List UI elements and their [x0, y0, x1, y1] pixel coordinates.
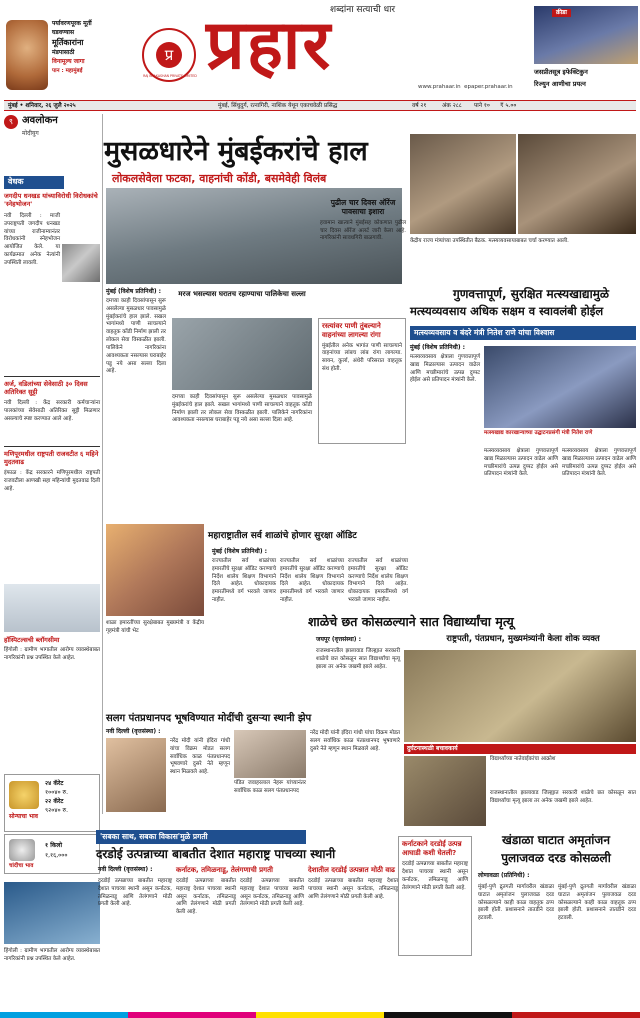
school-photo-2 — [404, 756, 486, 826]
sidebar-logo — [4, 114, 100, 132]
fisheries-body-3: मत्स्यव्यवसाय क्षेत्राला गुणवत्तापूर्ण खाद्य मिळाल्यास उत्पादन वाढेल आणि मच्छीमारांचे उत्पन्न दुप्पट होईल असे प्रतिपादन मंत्र्यांनी केले. — [562, 448, 636, 478]
gold-icon — [9, 781, 39, 809]
water-box — [318, 318, 406, 444]
gdp-sub2: देशातील दरडोई उत्पन्नात मोठी वाढ — [308, 866, 395, 874]
modi-byline: नवी दिल्ली (वृत्तसंस्था) : — [106, 728, 161, 735]
ad-right-image — [534, 6, 638, 64]
water-title: रस्त्यांवर पाणी तुंबल्याने वाहनांच्या लागल्या रांगा — [322, 322, 381, 339]
ad-left-line6: पान : महामुंबई — [52, 68, 83, 75]
meeting-photo-1 — [410, 134, 516, 234]
sidebar-item-body: नवी दिल्ली : केंद्र सरकारी कर्मचाऱ्यांना पालकांच्या सेवेसाठी अतिरिक्त सुट्टी मिळणार असल्याचे स्पष्ट करण्यात आले आहे. — [4, 399, 100, 422]
audit-headline: महाराष्ट्रातील सर्व शाळांचे होणार सुरक्षा ऑडिट — [208, 531, 357, 541]
sidebar-item-title: मणिपूरमधील राष्ट्रपती राजवटीत ६ महिने मुदतवाढ — [4, 450, 99, 467]
lead-sub: लोकलसेवेला फटका, वाहनांची कोंडी, बसमेवेही विलंब — [112, 172, 327, 185]
gdp-question: कर्नाटकाने दरडोई उत्पन्न आघाडी कशी घेतली? — [402, 840, 462, 858]
sidebar-item-body: नवी दिल्ली : माजी उपराष्ट्रपती जगदीप धनखड यांच्या राजीनाम्यानंतर विरोधकांनी स्नेहभोजन आयोजित केले. या कार्यक्रमात अनेक नेत्यांनी उपस्थिती लावली. — [4, 212, 60, 266]
khandala-body: मुंबई-पुणे द्रुतगती मार्गावरील खंडाळा घाटात अमृतांजन पुलाजवळ दरड कोसळल्याने काही काळ वाहतूक ठप्प झाली होती. प्रशासनाने तातडीने दरड हटवली. — [478, 884, 554, 922]
school-caption-1: दुर्घटनास्थळी बचावकार्य — [404, 744, 636, 754]
sidebar-item-title: हॉस्पिटल्सची ब्लॉगसीमा — [4, 636, 60, 644]
audit-body: राज्यातील सर्व शाळांच्या इमारतींचे सुरक्षा ऑडिट करण्याचे निर्देश शालेय शिक्षण विभागाने दिले आहेत. धोकादायक इमारतींमध्ये वर्ग भरवले जाणार नाहीत. — [212, 558, 276, 604]
lead-body: दमच्या काही दिवसांपासून सुरू असलेल्या मुसळधार पावसामुळे मुंबईकरांचे हाल झाले. सखल भागांमध्ये पाणी साचल्याने वाहतूक कोंडी निर्माण झाली तर लोकल सेवा विस्कळीत झाली. पालिकेने नागरिकांना आवश्यकता नसल्यास घराबाहेर पडू नये असा सल्ला दिला आहे. — [106, 298, 166, 375]
lead-photo-2 — [172, 318, 312, 390]
ad-right-line2: रिज्युन आणीचा प्रयत्न — [534, 80, 586, 88]
seal-center-icon: प्र — [156, 42, 182, 68]
sidebar-item-body: इंफाळ : केंद्र सरकारने मणिपूरमधील राष्ट्रपती राजवटीला आणखी सहा महिन्यांची मुदतवाढ दिली आहे. — [4, 469, 100, 492]
issue: अंक २८८ — [442, 103, 462, 109]
sidebar-item — [4, 192, 100, 268]
sidebar-logo-sub: मोदीयुग — [22, 130, 39, 137]
fisheries-kicker: मत्स्यव्यवसाय व बंदरे मंत्री नितेश राणे यांचा विश्वास — [410, 326, 636, 340]
seal-ring-text: RAJ BRAKASHAN PRIVATE LIMITED — [143, 74, 197, 78]
ad-left-line1: पर्यावरणपूरक मूर्ती — [52, 20, 92, 27]
sidebar-logo-text: अवलोकन — [22, 115, 58, 126]
logo: प्रहार — [206, 6, 333, 85]
gdp-headline: दरडोई उत्पन्नाच्या बाबतीत देशात महाराष्ट्र पाचव्या स्थानी — [96, 847, 336, 861]
audit-body-2: राज्यातील सर्व शाळांच्या इमारतींचे सुरक्षा ऑडिट करण्याचे निर्देश शालेय शिक्षण विभागाने दिले आहेत. धोकादायक इमारतींमध्ये वर्ग भरवले जाणार नाहीत. — [280, 558, 344, 604]
modi-body-2: नरेंद्र मोदी यांनी इंदिरा गांधी यांचा विक्रम मोडत सलग सर्वाधिक काळ पंतप्रधानपद भूषवणारे दुसरे नेते म्हणून स्थान मिळवले आहे. — [310, 730, 400, 752]
lead-banner: मुसळधारेने मुंबईकरांचे हाल — [104, 136, 368, 167]
sidebar-ad — [4, 882, 100, 944]
sidebar-item — [4, 380, 100, 423]
price: ₹ ५.०० — [500, 103, 517, 109]
gdp-question-box — [398, 836, 472, 956]
sidebar-item — [4, 450, 100, 493]
editions: मुंबई, सिंधुदुर्ग, रत्नागिरी, नाशिक येथून एकाचवेळी प्रसिद्ध — [218, 103, 338, 109]
gdp-body-2: दरडोई उत्पन्नाच्या बाबतीत महाराष्ट्र देशात पाचव्या स्थानी असून कर्नाटक, तमिळनाडू आणि तेलंगणाने मोठी प्रगती केली आहे. — [176, 878, 236, 916]
modi-caption: पंडित जवाहरलाल नेहरू यांच्यानंतर सर्वाधिक काळ सलग पंतप्रधानपद — [234, 780, 306, 794]
masthead — [0, 0, 640, 100]
audit-photo — [106, 524, 204, 616]
school-caption-2: विद्यार्थ्यांच्या नातेवाईकांचा आक्रोश — [490, 756, 556, 762]
silver-price: १,१६,००० — [45, 851, 68, 859]
fisheries-photo — [484, 346, 636, 428]
lead-byline: मुंबई (विशेष प्रतिनिधी) : — [106, 288, 162, 295]
sidebar — [4, 114, 100, 1012]
meeting-photo-2 — [518, 134, 636, 234]
ad-left-line2: घडवण्यास — [52, 28, 75, 36]
gdp-byline: नवी दिल्ली (वृत्तसंस्था) : — [98, 866, 153, 873]
ad-left — [6, 18, 106, 98]
modi-photo-2 — [234, 730, 306, 778]
ad-right-line1: जसप्रीतसूत्र इफेक्टिकुन — [534, 68, 588, 76]
gold-label: सोन्याचा भाव — [9, 813, 38, 820]
audit-caption: शाळा इमारतींच्या सुरक्षेबाबत मुख्यमंत्री व केंद्रीय गृहमंत्री यांची भेट — [106, 620, 204, 634]
gdp-sub1: कर्नाटक, तमिळनाडू, तेलंगणाची प्रगती — [176, 866, 273, 874]
sidebar-item-title: जगदीप धनखड यांच्याविरोधी विरोधकांचे 'स्नेहभोजन' — [4, 192, 98, 209]
meeting-caption: केंद्रीय राज्य मंत्र्यांच्या उपस्थितीत बैठक. मत्स्यव्यवसायाबाबत चर्चा करण्यात आली. — [410, 238, 569, 244]
publisher-seal — [142, 28, 196, 82]
sidebar-header: वेधक — [4, 176, 64, 189]
gold-24-price: १००४० रु. — [45, 789, 69, 796]
ad-left-line5: विनामूल्य जागा — [52, 57, 85, 65]
school-body: राजस्थानातील झालावाड जिल्ह्यात सरकारी शाळेचे छत कोसळून सात विद्यार्थ्यांचा मृत्यू झाला तर अनेक जखमी झाले आहेत. — [316, 648, 400, 670]
fisheries-headline-1: गुणवत्तापूर्ण, सुरक्षित मत्स्यखाद्यामुळे — [452, 287, 609, 301]
ad-left-line3: मूर्तिकारांना — [52, 38, 84, 48]
gold-rate-box — [4, 774, 100, 832]
lead-caption: मरज भसल्यास घरातच रहाण्याचा पालिकेचा सल्ला — [178, 290, 306, 298]
volume: वर्ष २१ — [412, 103, 427, 109]
gdp-body: दरडोई उत्पन्नाच्या बाबतीत महाराष्ट्र देशात पाचव्या स्थानी असून कर्नाटक, तमिळनाडू आणि तेलंगणाने मोठी प्रगती केली आहे. — [98, 878, 172, 908]
school-byline: जयपूर (वृत्तसंस्था) : — [316, 636, 361, 643]
sidebar-ad-text: हिंगोली : ग्रामीण भागातील आरोग्य व्यवस्थेबाबत नागरिकांनी प्रश्न उपस्थित केले आहेत. — [4, 948, 100, 962]
fisheries-body-2: मत्स्यव्यवसाय क्षेत्राला गुणवत्तापूर्ण खाद्य मिळाल्यास उत्पादन वाढेल आणि मच्छीमारांचे उत्पन्न दुप्पट होईल असे प्रतिपादन मंत्र्यांनी केले. — [484, 448, 558, 478]
gdp-question-body: दरडोई उत्पन्नाच्या बाबतीत महाराष्ट्र देशात पाचव्या स्थानी असून कर्नाटक, तमिळनाडू आणि तेलंगणाने मोठी प्रगती केली आहे. — [402, 861, 468, 891]
tagline: शब्दांना सत्याची धार — [330, 5, 396, 15]
modi-body: नरेंद्र मोदी यांनी इंदिरा गांधी यांचा विक्रम मोडत सलग सर्वाधिक काळ पंतप्रधानपद भूषवणारे दुसरे नेते म्हणून स्थान मिळवले आहे. — [170, 738, 230, 776]
police-title: पुढील चार दिवस ऑरेंज पावसाचा इशारा — [330, 198, 396, 217]
fisheries-headline-2: मत्स्यव्यवसाय अधिक सक्षम व स्वावलंबी होईल — [410, 304, 604, 318]
water-body: मुंबईतील अनेक भागांत पाणी साचल्याने वाहनांच्या लांबच लांब रांगा लागल्या. सायन, कुर्ला, अंधेरी परिसरात वाहतूक संथ होती. — [322, 342, 402, 372]
color-registration-strip — [0, 1012, 640, 1018]
ad-right — [534, 6, 638, 102]
epaper-link[interactable]: epaper.prahaar.in — [464, 84, 513, 90]
school-sub: राष्ट्रपती, पंतप्रधान, मुख्यमंत्र्यांनी केला शोक व्यक्त — [446, 634, 600, 644]
ad-left-image — [6, 20, 48, 90]
silver-kg-label: १ किलो — [45, 842, 62, 849]
silver-icon — [9, 839, 35, 861]
sidebar-item-title: अर्ज, वडिलांच्या सेवेसाठी ३० दिवस अतिरिक्त सुट्टी — [4, 380, 88, 397]
khandala-byline: लोणावळा (प्रतिनिधी) : — [478, 872, 530, 879]
website[interactable]: www.prahaar.in — [418, 84, 461, 90]
gold-22-price: ९२०४० रु. — [45, 807, 69, 814]
sidebar-item-photo — [62, 244, 100, 282]
gold-22-label: २२ कॅरेट — [45, 798, 64, 805]
ad-right-kicker: क्रीडा — [552, 9, 571, 17]
silver-rate-box — [4, 834, 100, 874]
ad-left-line4: मंडपासाठी — [52, 48, 75, 56]
sidebar-logo-icon: ९ — [4, 115, 18, 129]
school-photo-1 — [404, 650, 636, 742]
police-box — [320, 198, 406, 243]
lead-body-2: दमच्या काही दिवसांपासून सुरू असलेल्या मुसळधार पावसामुळे मुंबईकरांचे हाल झाले. सखल भागांमध्ये पाणी साचल्याने वाहतूक कोंडी निर्माण झाली तर लोकल सेवा विस्कळीत झाली. पालिकेने नागरिकांना आवश्यकता नसल्यास घराबाहेर पडू नये असा सल्ला दिला आहे. — [172, 394, 312, 424]
sidebar-item — [4, 636, 100, 663]
audit-byline: मुंबई (विशेष प्रतिनिधी) : — [212, 548, 268, 555]
sidebar-photo — [4, 584, 100, 632]
gdp-body-4: दरडोई उत्पन्नाच्या बाबतीत महाराष्ट्र देशात पाचव्या स्थानी असून कर्नाटक, तमिळनाडू आणि तेलंगणाने मोठी प्रगती केली आहे. — [308, 878, 398, 900]
sidebar-item-body: हिंगोली : ग्रामीण भागातील आरोग्य व्यवस्थेबाबत नागरिकांनी प्रश्न उपस्थित केले आहेत. — [4, 647, 100, 662]
silver-label: चांदीचा भाव — [9, 863, 34, 869]
dateline: मुंबई • शनिवार, २६ जुलै २०२५ — [8, 103, 76, 109]
khandala-body-2: मुंबई-पुणे द्रुतगती मार्गावरील खंडाळा घाटात अमृतांजन पुलाजवळ दरड कोसळल्याने काही काळ वाहतूक ठप्प झाली होती. प्रशासनाने तातडीने दरड हटवली. — [558, 884, 636, 922]
school-headline: शाळेचे छत कोसळल्याने सात विद्यार्थ्यांचा मृत्यू — [308, 614, 514, 629]
modi-photo — [106, 738, 166, 812]
gdp-tag: 'सबका साथ, सबका विकास'मुळे प्रगती — [96, 830, 306, 844]
gdp-body-3: दरडोई उत्पन्नाच्या बाबतीत महाराष्ट्र देशात पाचव्या स्थानी असून कर्नाटक, तमिळनाडू आणि तेलंगणाने मोठी प्रगती केली आहे. — [240, 878, 304, 908]
school-body-2: राजस्थानातील झालावाड जिल्ह्यात सरकारी शाळेचे छत कोसळून सात विद्यार्थ्यांचा मृत्यू झाला तर अनेक जखमी झाले आहेत. — [490, 790, 636, 804]
fisheries-caption: मत्स्यखाद्य कारखान्याच्या उद्घाटनप्रसंगी मंत्री नितेश राणे — [484, 430, 593, 436]
info-strip — [4, 100, 636, 111]
khandala-headline-1: खंडाळा घाटात अमृतांजन — [502, 833, 610, 847]
modi-headline: सलग पंतप्रधानपद भूषविण्यात मोदींची दुसऱ्या स्थानी झेप — [106, 713, 312, 724]
gold-24-label: २४ कॅरेट — [45, 780, 64, 787]
audit-body-3: राज्यातील सर्व शाळांच्या इमारतींचे सुरक्षा ऑडिट करण्याचे निर्देश शालेय शिक्षण विभागाने दिले आहेत. धोकादायक इमारतींमध्ये वर्ग भरवले जाणार नाहीत. — [348, 558, 408, 604]
khandala-headline-2: पुलाजवळ दरड कोसळली — [501, 851, 611, 865]
fisheries-body: मत्स्यव्यवसाय क्षेत्राला गुणवत्तापूर्ण खाद्य मिळाल्यास उत्पादन वाढेल आणि मच्छीमारांचे उत्पन्न दुप्पट होईल असे प्रतिपादन मंत्र्यांनी केले. — [410, 354, 480, 384]
police-body: हवामान खात्याने मुंबईसह कोकणात पुढील चार दिवस ऑरेंज अलर्ट जारी केला आहे. नागरिकांनी सावधगिरी बाळगावी. — [320, 219, 406, 242]
fisheries-byline: मुंबई (विशेष प्रतिनिधी) : — [410, 344, 466, 351]
pages: पाने १० — [474, 103, 490, 109]
